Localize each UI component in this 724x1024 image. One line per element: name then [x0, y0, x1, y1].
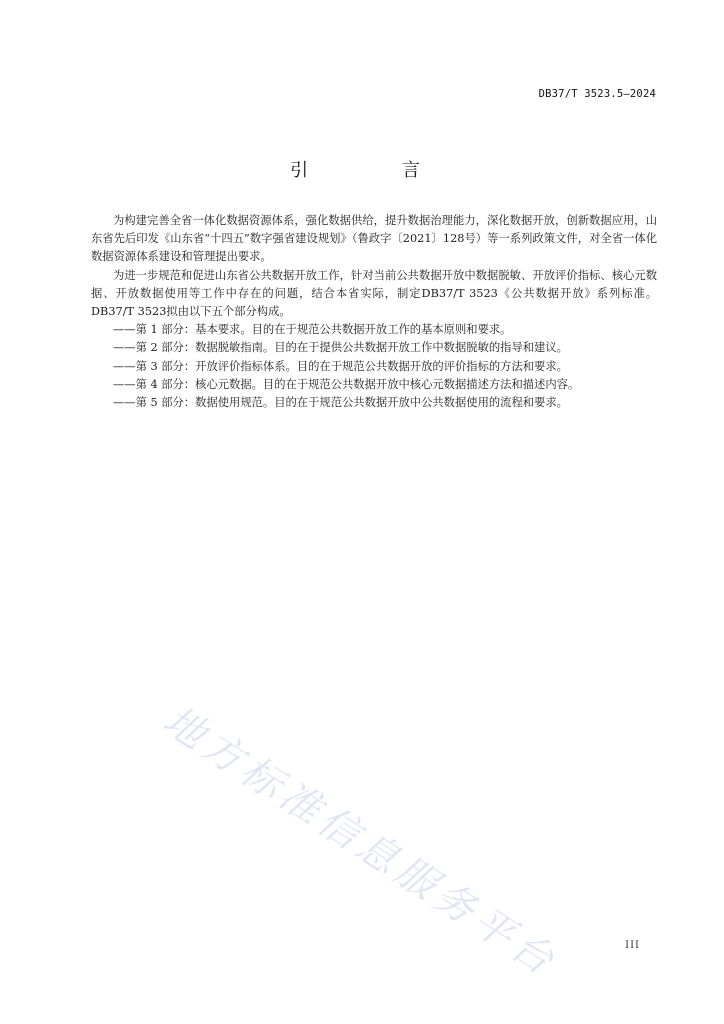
part-list-item: ——第 5 部分：数据使用规范。目的在于规范公共数据开放中公共数据使用的流程和要求。 [113, 396, 568, 410]
part-list-item: ——第 3 部分：开放评价指标体系。目的在于规范公共数据开放的评价指标的方法和要求。 [113, 359, 568, 373]
watermark-text: 地方标准信息服务平台 [155, 697, 566, 987]
part-list-item: ——第 1 部分：基本要求。目的在于规范公共数据开放工作的基本原则和要求。 [113, 323, 512, 337]
page-title: 引 言 [290, 160, 464, 181]
standard-code: DB37/T 3523.5—2024 [538, 88, 656, 100]
part-list-item: ——第 2 部分：数据脱敏指南。目的在于提供公共数据开放工作中数据脱敏的指导和建议。 [113, 341, 568, 355]
document-body [91, 212, 657, 412]
paragraph: 为进一步规范和促进山东省公共数据开放工作，针对当前公共数据开放中数据脱敏、开放评价指标、核心元数据、开放数据使用等工作中存在的问题，结合本省实际，制定DB37/T 3523《公共数据开放》系列标准。DB37/T 3523拟由以下五个部分构成。 [91, 268, 657, 319]
part-list-item: ——第 4 部分：核心元数据。目的在于规范公共数据开放中核心元数据描述方法和描述内容。 [113, 377, 580, 391]
page-number: III [625, 940, 640, 951]
paragraph: 为构建完善全省一体化数据资源体系，强化数据供给，提升数据治理能力，深化数据开放，创新数据应用，山东省先后印发《山东省“十四五”数字强省建设规划》（鲁政字〔2021〕128号）等一系列政策文件，对全省一体化数据资源体系建设和管理提出要求。 [91, 214, 657, 264]
